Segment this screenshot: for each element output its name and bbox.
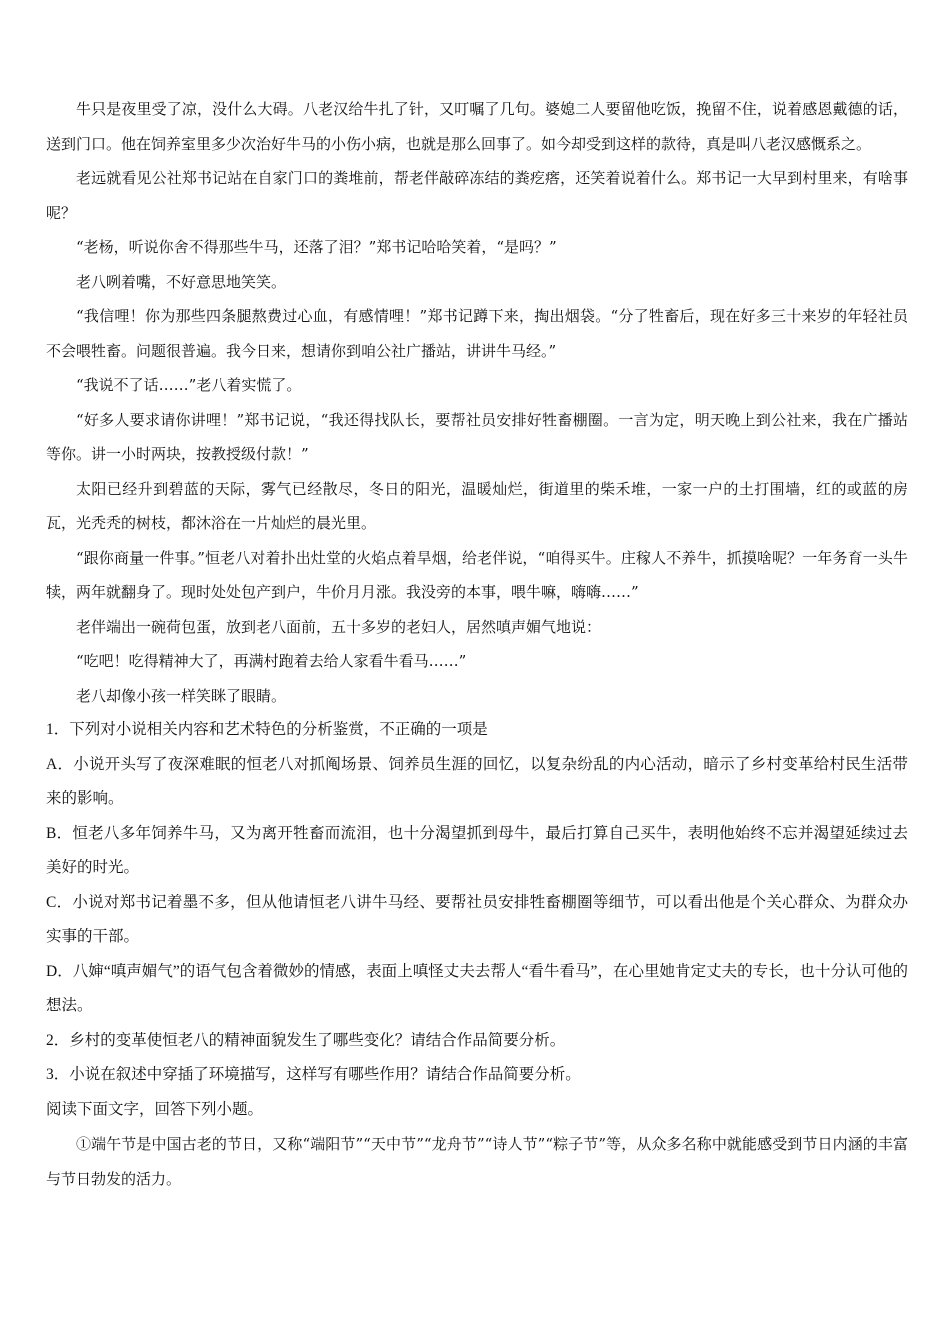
option-c: C．小说对郑书记着墨不多，但从他请恒老八讲牛马经、要帮社员安排牲畜棚圈等细节，可以看出他是个关心群众、为群众办实事的干部。: [46, 893, 908, 945]
document-page: [46, 92, 908, 1196]
passage-paragraph: 老远就看见公社郑书记站在自家门口的粪堆前，帮老伴敲碎冻结的粪疙瘩，还笑着说着什么。郑书记一大早到村里来，有啥事呢？: [46, 169, 908, 222]
passage-paragraph: “我说不了话……”老八着实慌了。: [76, 376, 302, 394]
passage-paragraph: “好多人要求请你讲哩！”郑书记说，“我还得找队长，要帮社员安排好牲畜棚圈。一言为定，明天晚上到公社来，我在广播站等你。讲一小时两块，按教授级付款！”: [46, 410, 908, 463]
passage-paragraph: “跟你商量一件事。”恒老八对着扑出灶堂的火焰点着旱烟，给老伴说，“咱得买牛。庄稼人不养牛，抓摸啥呢？一年务育一头牛犊，两年就翻身了。现时处处包产到户，牛价月月涨。我没旁的本事，喂牛嘛，嗨嗨……”: [46, 548, 908, 601]
passage-paragraph: 牛只是夜里受了凉，没什么大碍。八老汉给牛扎了针，又叮嘱了几句。婆媳二人要留他吃饭，挽留不住，说着感恩戴德的话，送到门口。他在饲养室里多少次治好牛马的小伤小病，也就是那么回事了。如今却受到这样的款待，真是叫八老汉感慨系之。: [46, 100, 908, 153]
passage-paragraph: “老杨，听说你舍不得那些牛马，还落了泪？”郑书记哈哈笑着，“是吗？”: [76, 238, 557, 256]
question-3: 3．小说在叙述中穿插了环境描写，这样写有哪些作用？请结合作品简要分析。: [46, 1066, 581, 1083]
passage-paragraph: 老八却像小孩一样笑眯了眼睛。: [76, 686, 287, 705]
passage-paragraph: “我信哩！你为那些四条腿熬费过心血，有感情哩！”郑书记蹲下来，掏出烟袋。“分了牲畜后，现在好多三十来岁的年轻社员不会喂牲畜。问题很普遍。我今日来，想请你到咱公社广播站，讲讲牛马经。”: [46, 307, 908, 360]
reading-instruction: 阅读下面文字，回答下列小题。: [46, 1100, 264, 1118]
passage-paragraph: “吃吧！吃得精神大了，再满村跑着去给人家看牛看马……”: [76, 652, 467, 670]
passage-paragraph: 老八咧着嘴，不好意思地笑笑。: [76, 272, 287, 291]
option-d: D．八婶“嗔声媚气”的语气包含着微妙的情感，表面上嗔怪丈夫去帮人“看牛看马”，在心里她肯定丈夫的专长，也十分认可他的想法。: [46, 962, 908, 1014]
option-a: A．小说开头写了夜深难眠的恒老八对抓阄场景、饲养员生涯的回忆，以复杂纷乱的内心活动，暗示了乡村变革给村民生活带来的影响。: [46, 755, 908, 807]
passage-paragraph: 老伴端出一碗荷包蛋，放到老八面前，五十多岁的老妇人，居然嗔声媚气地说：: [76, 617, 602, 636]
next-passage-paragraph: ①端午节是中国古老的节日，又称“端阳节”“天中节”“龙舟节”“诗人节”“粽子节”等，从众多名称中就能感受到节日内涵的丰富与节日勃发的活力。: [46, 1135, 908, 1188]
question-stem-1: 1．下列对小说相关内容和艺术特色的分析鉴赏，不正确的一项是: [46, 721, 488, 738]
question-2: 2．乡村的变革使恒老八的精神面貌发生了哪些变化？请结合作品简要分析。: [46, 1031, 566, 1049]
option-b: B．恒老八多年饲养牛马，又为离开牲畜而流泪，也十分渴望抓到母牛，最后打算自己买牛，表明他始终不忘并渴望延续过去美好的时光。: [46, 824, 908, 876]
passage-paragraph: 太阳已经升到碧蓝的天际，雾气已经散尽，冬日的阳光，温暖灿烂，街道里的柴禾堆，一家一户的土打围墙，红的或蓝的房瓦，光秃秃的树枝，都沐浴在一片灿烂的晨光里。: [46, 479, 908, 532]
